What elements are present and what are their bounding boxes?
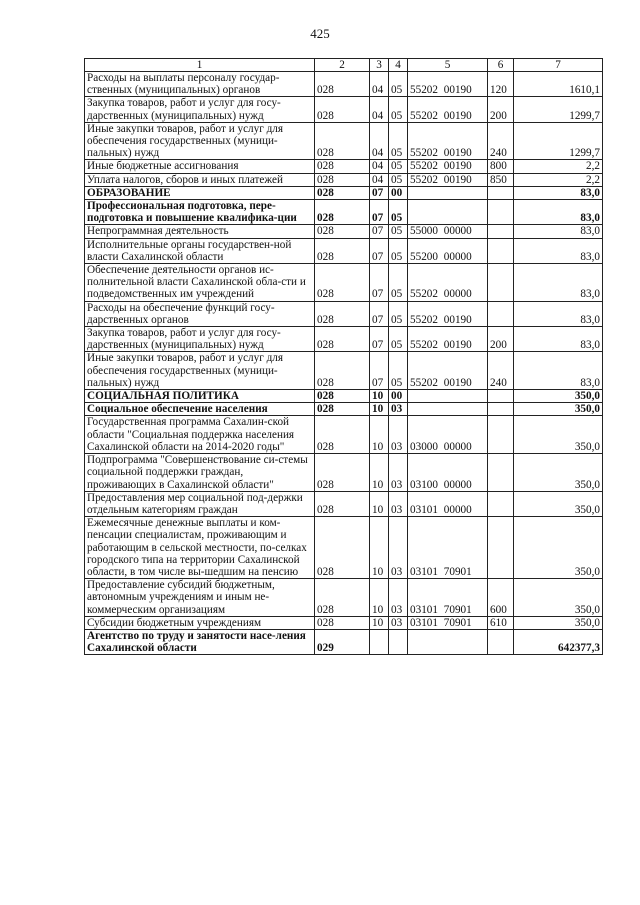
row-expense-type: 610	[488, 616, 514, 629]
row-expense-type	[488, 238, 514, 263]
row-expense-type	[488, 200, 514, 225]
row-ministry-code: 028	[315, 97, 370, 122]
table-row	[85, 186, 603, 199]
row-amount: 83,0	[514, 238, 603, 263]
row-ministry-code: 028	[315, 72, 370, 97]
row-subsection: 05	[389, 238, 408, 263]
row-target-code: 55200 00000	[408, 238, 488, 263]
row-name: Закупка товаров, работ и услуг для госу-дарственных (муниципальных) нужд	[85, 327, 315, 352]
row-ministry-code: 028	[315, 264, 370, 302]
row-name: СОЦИАЛЬНАЯ ПОЛИТИКА	[85, 390, 315, 403]
table-row	[85, 173, 603, 186]
row-target-code: 03101 70901	[408, 517, 488, 579]
row-section: 10	[370, 517, 389, 579]
row-subsection: 03	[389, 454, 408, 492]
table-body	[85, 72, 603, 655]
row-name: Социальное обеспечение населения	[85, 403, 315, 416]
row-expense-type	[488, 186, 514, 199]
row-name: Непрограммная деятельность	[85, 225, 315, 238]
header-col-7: 7	[514, 59, 603, 72]
row-section: 07	[370, 238, 389, 263]
row-ministry-code: 028	[315, 416, 370, 454]
row-expense-type	[488, 301, 514, 326]
row-subsection: 03	[389, 491, 408, 516]
table-row	[85, 616, 603, 629]
row-subsection: 03	[389, 517, 408, 579]
row-section: 07	[370, 186, 389, 199]
row-section: 10	[370, 491, 389, 516]
header-col-2: 2	[315, 59, 370, 72]
row-name: Расходы на обеспечение функций госу-дарственных органов	[85, 301, 315, 326]
row-name: Профессиональная подготовка, пере-подготовка и повышение квалифика-ции	[85, 200, 315, 225]
row-ministry-code: 028	[315, 616, 370, 629]
header-col-1: 1	[85, 59, 315, 72]
row-ministry-code: 028	[315, 491, 370, 516]
row-target-code	[408, 403, 488, 416]
row-amount: 2,2	[514, 173, 603, 186]
row-ministry-code: 028	[315, 160, 370, 173]
row-amount: 642377,3	[514, 629, 603, 654]
table-row	[85, 225, 603, 238]
row-ministry-code: 028	[315, 200, 370, 225]
row-name: Ежемесячные денежные выплаты и ком-пенсации специалистам, проживающим и работающим в сельской местности, по-селках городского типа на территории Сахалинской области, в том числе вы-шедшим на пенсию	[85, 517, 315, 579]
header-col-6: 6	[488, 59, 514, 72]
row-ministry-code: 028	[315, 517, 370, 579]
row-target-code: 03101 70901	[408, 616, 488, 629]
row-amount: 83,0	[514, 186, 603, 199]
row-ministry-code: 028	[315, 122, 370, 160]
row-section: 10	[370, 454, 389, 492]
row-ministry-code: 028	[315, 186, 370, 199]
row-section: 07	[370, 200, 389, 225]
row-amount: 83,0	[514, 301, 603, 326]
page-number: 425	[310, 26, 330, 41]
row-section: 04	[370, 160, 389, 173]
row-amount: 350,0	[514, 454, 603, 492]
row-target-code: 55202 00190	[408, 327, 488, 352]
row-name: Иные бюджетные ассигнования	[85, 160, 315, 173]
row-name: Уплата налогов, сборов и иных платежей	[85, 173, 315, 186]
row-subsection: 05	[389, 160, 408, 173]
row-ministry-code: 028	[315, 225, 370, 238]
row-expense-type: 240	[488, 122, 514, 160]
row-amount: 350,0	[514, 416, 603, 454]
row-target-code: 55202 00190	[408, 301, 488, 326]
row-subsection: 05	[389, 352, 408, 390]
row-target-code	[408, 390, 488, 403]
row-amount: 350,0	[514, 517, 603, 579]
table-row	[85, 491, 603, 516]
row-ministry-code: 028	[315, 238, 370, 263]
row-ministry-code: 028	[315, 301, 370, 326]
row-expense-type: 200	[488, 327, 514, 352]
row-ministry-code: 028	[315, 173, 370, 186]
row-target-code: 03000 00000	[408, 416, 488, 454]
row-section: 10	[370, 403, 389, 416]
row-section: 07	[370, 301, 389, 326]
row-ministry-code: 028	[315, 352, 370, 390]
row-expense-type: 850	[488, 173, 514, 186]
row-ministry-code: 028	[315, 579, 370, 617]
row-target-code: 03101 70901	[408, 579, 488, 617]
row-name: Закупка товаров, работ и услуг для госу-дарственных (муниципальных) нужд	[85, 97, 315, 122]
table-row	[85, 390, 603, 403]
row-target-code	[408, 629, 488, 654]
row-expense-type	[488, 491, 514, 516]
row-target-code: 03100 00000	[408, 454, 488, 492]
table-row	[85, 403, 603, 416]
row-subsection: 05	[389, 173, 408, 186]
row-name: Предоставление субсидий бюджетным, автономным учреждениям и иным не-коммерческим организациям	[85, 579, 315, 617]
row-section: 10	[370, 416, 389, 454]
row-section: 10	[370, 579, 389, 617]
row-section: 10	[370, 390, 389, 403]
table-row	[85, 264, 603, 302]
header-col-4: 4	[389, 59, 408, 72]
row-subsection: 00	[389, 186, 408, 199]
table-row	[85, 327, 603, 352]
row-amount: 350,0	[514, 616, 603, 629]
row-name: Иные закупки товаров, работ и услуг для обеспечения государственных (муници-пальных) нужд	[85, 352, 315, 390]
row-expense-type: 800	[488, 160, 514, 173]
row-target-code: 55202 00190	[408, 97, 488, 122]
row-amount: 350,0	[514, 491, 603, 516]
row-subsection: 03	[389, 403, 408, 416]
table-row	[85, 579, 603, 617]
row-amount: 1610,1	[514, 72, 603, 97]
row-name: Обеспечение деятельности органов ис-полнительной власти Сахалинской обла-сти и подведомственных им учреждений	[85, 264, 315, 302]
row-target-code	[408, 186, 488, 199]
row-ministry-code: 028	[315, 327, 370, 352]
table-row	[85, 416, 603, 454]
row-target-code: 55202 00190	[408, 352, 488, 390]
row-section: 07	[370, 327, 389, 352]
row-expense-type	[488, 390, 514, 403]
row-target-code: 55202 00000	[408, 264, 488, 302]
row-name: Предоставления мер социальной под-держки отдельным категориям граждан	[85, 491, 315, 516]
row-expense-type	[488, 403, 514, 416]
table-row	[85, 629, 603, 654]
row-section: 04	[370, 72, 389, 97]
header-row	[85, 59, 603, 72]
table-row	[85, 72, 603, 97]
row-amount: 83,0	[514, 352, 603, 390]
row-subsection: 03	[389, 616, 408, 629]
row-expense-type: 200	[488, 97, 514, 122]
row-subsection: 05	[389, 225, 408, 238]
row-ministry-code: 028	[315, 403, 370, 416]
row-expense-type	[488, 416, 514, 454]
row-amount: 350,0	[514, 403, 603, 416]
row-amount: 1299,7	[514, 97, 603, 122]
row-target-code	[408, 200, 488, 225]
row-name: Расходы на выплаты персоналу государ-ственных (муниципальных) органов	[85, 72, 315, 97]
row-target-code: 55202 00190	[408, 72, 488, 97]
row-target-code: 55202 00190	[408, 122, 488, 160]
row-subsection: 05	[389, 122, 408, 160]
row-amount: 83,0	[514, 264, 603, 302]
table-row	[85, 200, 603, 225]
row-subsection: 05	[389, 200, 408, 225]
table-row	[85, 160, 603, 173]
table-row	[85, 238, 603, 263]
table-row	[85, 517, 603, 579]
table-row	[85, 97, 603, 122]
row-section: 07	[370, 264, 389, 302]
row-subsection: 05	[389, 301, 408, 326]
table-row	[85, 301, 603, 326]
row-section: 10	[370, 616, 389, 629]
row-amount: 83,0	[514, 200, 603, 225]
row-expense-type: 120	[488, 72, 514, 97]
row-expense-type	[488, 629, 514, 654]
row-target-code: 55000 00000	[408, 225, 488, 238]
row-name: Подпрограмма "Совершенствование си-стемы социальной поддержки граждан, проживающих в Сахалинской области"	[85, 454, 315, 492]
row-expense-type	[488, 225, 514, 238]
row-subsection: 05	[389, 264, 408, 302]
row-section: 07	[370, 225, 389, 238]
row-section: 04	[370, 173, 389, 186]
budget-table	[84, 58, 603, 655]
row-amount: 1299,7	[514, 122, 603, 160]
table-row	[85, 352, 603, 390]
row-ministry-code: 028	[315, 390, 370, 403]
row-section: 04	[370, 97, 389, 122]
row-expense-type: 240	[488, 352, 514, 390]
row-ministry-code: 028	[315, 454, 370, 492]
row-subsection: 03	[389, 579, 408, 617]
row-name: ОБРАЗОВАНИЕ	[85, 186, 315, 199]
row-expense-type	[488, 454, 514, 492]
row-section: 04	[370, 122, 389, 160]
row-amount: 350,0	[514, 390, 603, 403]
header-col-5: 5	[408, 59, 488, 72]
row-name: Иные закупки товаров, работ и услуг для обеспечения государственных (муници-пальных) нужд	[85, 122, 315, 160]
row-subsection: 05	[389, 97, 408, 122]
row-expense-type	[488, 264, 514, 302]
row-target-code: 55202 00190	[408, 173, 488, 186]
row-target-code: 55202 00190	[408, 160, 488, 173]
row-name: Государственная программа Сахалин-ской области "Социальная поддержка населения Сахалинской области на 2014-2020 годы"	[85, 416, 315, 454]
header-col-3: 3	[370, 59, 389, 72]
row-name: Исполнительные органы государствен-ной власти Сахалинской области	[85, 238, 315, 263]
row-subsection: 05	[389, 72, 408, 97]
row-ministry-code: 029	[315, 629, 370, 654]
row-expense-type	[488, 517, 514, 579]
row-name: Субсидии бюджетным учреждениям	[85, 616, 315, 629]
row-target-code: 03101 00000	[408, 491, 488, 516]
row-name: Агентство по труду и занятости насе-ления Сахалинской области	[85, 629, 315, 654]
row-amount: 83,0	[514, 225, 603, 238]
row-subsection: 05	[389, 327, 408, 352]
row-subsection: 03	[389, 416, 408, 454]
row-section: 07	[370, 352, 389, 390]
row-expense-type: 600	[488, 579, 514, 617]
row-amount: 2,2	[514, 160, 603, 173]
row-subsection	[389, 629, 408, 654]
table-row	[85, 454, 603, 492]
row-amount: 83,0	[514, 327, 603, 352]
row-amount: 350,0	[514, 579, 603, 617]
table-row	[85, 122, 603, 160]
row-section	[370, 629, 389, 654]
row-subsection: 00	[389, 390, 408, 403]
